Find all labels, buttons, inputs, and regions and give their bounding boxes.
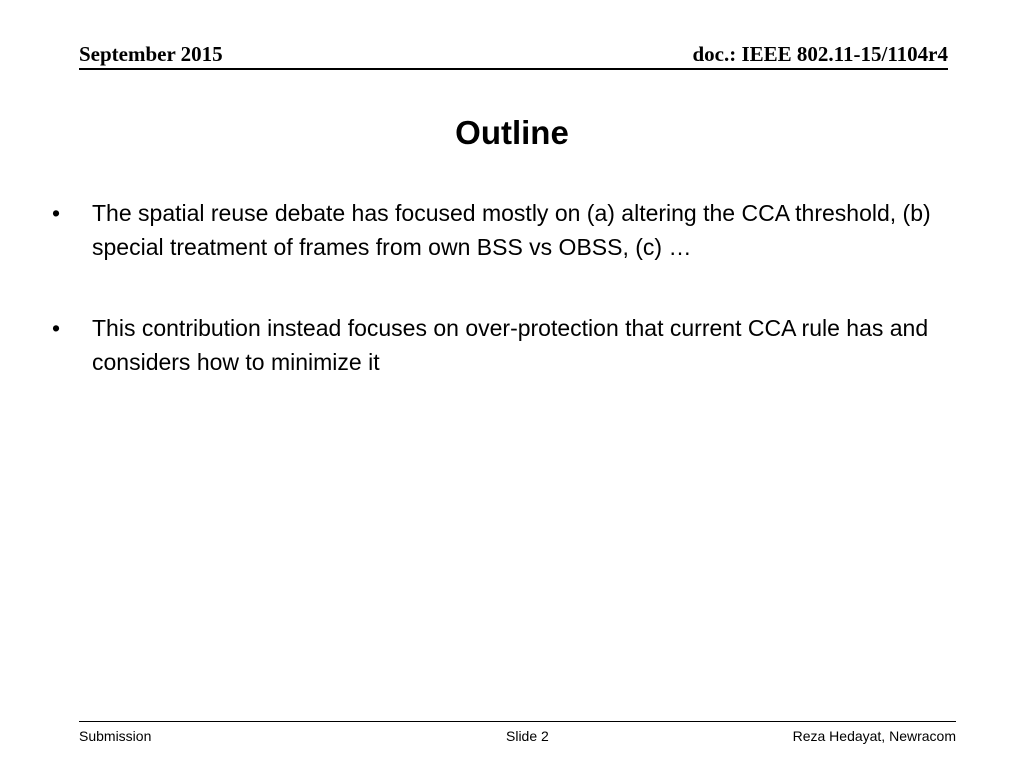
header-date: September 2015 [79, 42, 223, 66]
footer-submission: Submission [79, 728, 152, 744]
bullet-icon: • [52, 200, 61, 226]
header-doc-id: doc.: IEEE 802.11-15/1104r4 [692, 42, 948, 66]
bullet-text: This contribution instead focuses on over-protection that current CCA rule has and considers how to minimize it [92, 315, 929, 375]
bullet-list [52, 196, 972, 426]
slide-title: Outline [455, 114, 569, 151]
footer-author: Reza Hedayat, Newracom [792, 728, 956, 744]
bullet-item [52, 311, 972, 379]
slide-footer [79, 721, 956, 746]
footer-slide-number: Slide 2 [506, 728, 549, 744]
bullet-item [52, 196, 972, 264]
bullet-icon: • [52, 315, 61, 341]
slide-header [79, 40, 948, 70]
bullet-text: The spatial reuse debate has focused mostly on (a) altering the CCA threshold, (b) special treatment of frames from own BSS vs OBSS, (c) … [92, 200, 931, 260]
